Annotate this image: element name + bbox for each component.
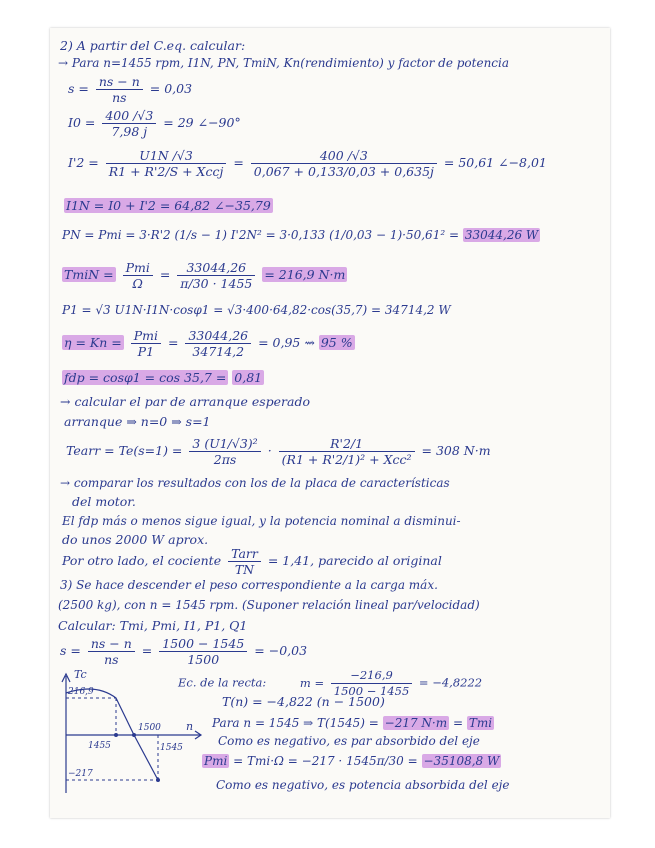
graph-y1: 216,9 bbox=[68, 687, 94, 697]
section-3-heading: 3) Se hace descender el peso correspondiente a la carga máx. bbox=[60, 578, 438, 592]
graph-ylabel: Tc bbox=[74, 668, 87, 681]
i0-formula: I0 = $\frac{400 /√3}{7,98 j}$ = 29 ∠−90° bbox=[68, 108, 241, 139]
compare-line-2: del motor. bbox=[72, 494, 136, 509]
point-1545 bbox=[156, 778, 160, 782]
efficiency-line: η = Kn = $\frac{\text{Pmi}}{P1}$ = $\frac{33044,26}{34714,2}$ = 0,95 ⇝ 95 % bbox=[64, 328, 353, 359]
i1n-line: I1N = I0 + I'2 = 64,82 ∠−35,79 bbox=[66, 198, 271, 213]
graph-x1: 1455 bbox=[88, 741, 111, 751]
pn-line: PN = Pmi = 3·R'2 (1/s − 1) I'2N² = 3·0,133 (1/0,03 − 1)·50,61² = 33044,26 W bbox=[62, 228, 539, 242]
starting-condition: arranque ⇒ n=0 ⇒ s=1 bbox=[64, 414, 211, 429]
section-2-heading: 2) A partir del C.eq. calcular: bbox=[60, 38, 246, 53]
point-1455 bbox=[114, 733, 118, 737]
tmin-line: TmiN = $\frac{\text{Pmi}}{\Omega}$ = $\frac{33044,26}{\pi/30 \cdot 1455}$ = 216,9 N·m bbox=[64, 260, 346, 291]
ratio-line: Por otro lado, el cociente $\frac{\text{Tarr}}{TN}$ = 1,41, parecido al original bbox=[62, 546, 442, 577]
task-line: → Para n=1455 rpm, I1N, PN, TmiN, Kn(rendimiento) y factor de potencia bbox=[58, 56, 510, 70]
pmi-line: Pmi = Tmi·Ω = −217 · 1545π/30 = −35108,8 W bbox=[204, 754, 500, 768]
i2-formula: I'2 = $\frac{U1N /√3}{\text{R1 + R'2/S + Xccj}}$ = $\frac{400 /√3}{0,067 + 0,133/0,03 + 0,635j}$ = 50,61 ∠−8,01 bbox=[68, 148, 547, 179]
comment-line-2: do unos 2000 W aprox. bbox=[62, 532, 209, 547]
section-3-line-2: (2500 kg), con n = 1545 rpm. (Suponer relación lineal par/velocidad) bbox=[58, 598, 480, 612]
graph-x3: 1545 bbox=[160, 743, 183, 753]
power-factor-line: fdp = cosφ1 = cos 35,7 = 0,81 bbox=[64, 370, 263, 385]
slip-negative-formula: s = $\frac{ns - n}{ns}$ = $\frac{1500 - 1545}{1500}$ = −0,03 bbox=[60, 636, 308, 667]
torque-function: T(n) = −4,822 (n − 1500) bbox=[222, 694, 385, 709]
section-3-task: Calcular: Tmi, Pmi, I1, P1, Q1 bbox=[58, 618, 248, 633]
torque-comment: Como es negativo, es par absorbido del eje bbox=[218, 734, 480, 748]
point-1500 bbox=[132, 733, 136, 737]
compare-line: → comparar los resultados con los de la placa de características bbox=[60, 476, 450, 490]
p1-line: P1 = √3 U1N·I1N·cosφ1 = √3·400·64,82·cos(35,7) = 34714,2 W bbox=[62, 303, 451, 317]
torque-at-1545: Para n = 1545 ⇒ T(1545) = −217 N·m = Tmi bbox=[212, 716, 493, 730]
graph-xlabel: n bbox=[186, 720, 194, 733]
slip-formula: s = $\frac{ns - n}{ns}$ = 0,03 bbox=[68, 74, 193, 105]
notebook-page bbox=[50, 28, 610, 818]
comment-line-1: El fdp más o menos sigue igual, y la potencia nominal a disminui- bbox=[62, 514, 461, 528]
graph-x2: 1500 bbox=[138, 723, 161, 733]
graph-y2: −217 bbox=[68, 769, 93, 779]
starting-torque-task: → calcular el par de arranque esperado bbox=[60, 394, 310, 409]
starting-torque-formula: Tearr = Te(s=1) = $\frac{\text{3 (U1/√3)²}}{2\pi s}$ · $\frac{R'2/1}{\text{(R1 + R'2/1)² + Xcc²}}$ = 308 N·m bbox=[66, 436, 491, 467]
line-equation: Ec. de la recta: m = $\frac{-216,9}{1500 - 1455}$ = −4,8222 bbox=[178, 668, 483, 698]
power-comment: Como es negativo, es potencia absorbida del eje bbox=[216, 778, 510, 792]
